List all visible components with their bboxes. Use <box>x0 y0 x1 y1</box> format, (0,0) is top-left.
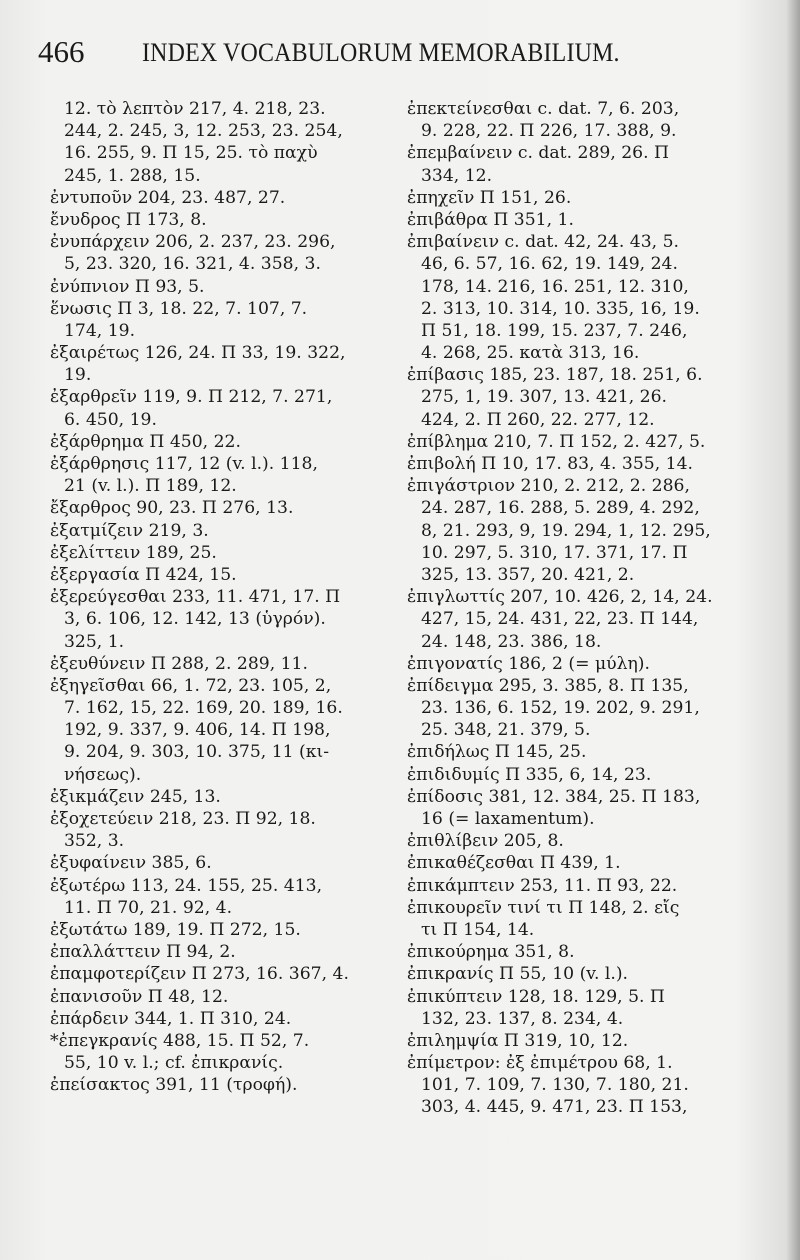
index-entry-continuation: 6. 450, 19. <box>64 409 157 430</box>
index-entry: ἐπικαθέζεσθαι Π 439, 1. <box>407 853 621 874</box>
index-entry: ἐπανισοῦν Π 48, 12. <box>50 986 229 1007</box>
index-entry: ἐξωτέρω 113, 24. 155, 25. 413, <box>50 875 323 896</box>
index-entry: ἐπικουρεῖν τινί τι Π 148, 2. εἴς <box>407 897 680 918</box>
index-entry-continuation: 3, 6. 106, 12. 142, 13 (ὑγρόν). <box>64 609 326 630</box>
index-entry-continuation: 4. 268, 25. κατὰ 313, 16. <box>421 343 640 364</box>
page-spine-shadow <box>786 0 800 1260</box>
index-entry-continuation: 55, 10 v. l.; cf. ἐπικρανίς. <box>64 1053 284 1074</box>
index-column-left <box>50 98 382 1096</box>
index-entry: ἐπιδιδυμίς Π 335, 6, 14, 23. <box>407 764 652 785</box>
index-entry-continuation: 16 (= laxamentum). <box>421 809 595 829</box>
index-entry: ἐπιγλωττίς 207, 10. 426, 2, 14, 24. <box>407 587 713 608</box>
index-entry-continuation: 2. 313, 10. 314, 10. 335, 16, 19. <box>421 298 700 319</box>
index-entry: ἐξοχετεύειν 218, 23. Π 92, 18. <box>50 809 316 829</box>
index-entry: ἐπίδειγμα 295, 3. 385, 8. Π 135, <box>407 675 689 696</box>
index-entry-continuation: 16. 255, 9. Π 15, 25. τὸ παχὺ <box>64 143 318 164</box>
index-entry-continuation: τι Π 154, 14. <box>421 919 535 940</box>
index-entry: ἐξάρθρημα Π 450, 22. <box>50 431 241 452</box>
index-entry-continuation: 10. 297, 5. 310, 17. 371, 17. Π <box>421 542 688 563</box>
index-entry-continuation: 424, 2. Π 260, 22. 277, 12. <box>421 409 655 430</box>
index-entry: ἐπιγάστριον 210, 2. 212, 2. 286, <box>407 476 690 497</box>
index-entry: ἐξερεύγεσθαι 233, 11. 471, 17. Π <box>50 587 341 608</box>
index-entry-continuation: Π 51, 18. 199, 15. 237, 7. 246, <box>421 320 688 341</box>
index-entry-continuation: νήσεως). <box>64 764 142 785</box>
index-entry-continuation: 334, 12. <box>421 165 493 186</box>
index-entry: ἐπαλλάττειν Π 94, 2. <box>50 942 236 963</box>
index-entry: ἐπιγονατίς 186, 2 (= μύλη). <box>407 653 650 674</box>
index-entry: ἐπαμφοτερίζειν Π 273, 16. 367, 4. <box>50 964 349 985</box>
index-entry: ἔνυδρος Π 173, 8. <box>50 209 207 230</box>
index-entry-continuation: 275, 1, 19. 307, 13. 421, 26. <box>421 387 667 408</box>
index-entry-continuation: 7. 162, 15, 22. 169, 20. 189, 16. <box>64 698 343 719</box>
index-entry: ἐπίδοσις 381, 12. 384, 25. Π 183, <box>407 786 701 807</box>
index-entry: ἐξελίττειν 189, 25. <box>50 542 217 563</box>
index-entry: ἐξωτάτω 189, 19. Π 272, 15. <box>50 919 301 940</box>
index-entry-continuation: 11. Π 70, 21. 92, 4. <box>64 897 233 918</box>
index-entry: ἐξηγεῖσθαι 66, 1. 72, 23. 105, 2, <box>50 675 332 696</box>
index-entry: ἐπικάμπτειν 253, 11. Π 93, 22. <box>407 875 678 896</box>
index-entry: ἕνωσις Π 3, 18. 22, 7. 107, 7. <box>50 298 308 319</box>
index-entry: ἐπάρδειν 344, 1. Π 310, 24. <box>50 1008 292 1029</box>
index-entry: ἐπιβάθρα Π 351, 1. <box>407 209 574 230</box>
index-entry: ἐξυφαίνειν 385, 6. <box>50 853 212 874</box>
index-entry: ἐνύπνιον Π 93, 5. <box>50 276 205 297</box>
index-entry: ἐπιβολή Π 10, 17. 83, 4. 355, 14. <box>407 454 693 474</box>
index-entry-continuation: 46, 6. 57, 16. 62, 19. 149, 24. <box>421 254 678 275</box>
index-entry: ἐπηχεῖν Π 151, 26. <box>407 187 572 208</box>
index-entry-continuation: 352, 3. <box>64 831 125 852</box>
index-entry: ἐπίμετρον: ἐξ ἐπιμέτρου 68, 1. <box>407 1053 673 1074</box>
index-entry-continuation: 325, 13. 357, 20. 421, 2. <box>421 564 635 585</box>
index-entry-continuation: 303, 4. 445, 9. 471, 23. Π 153, <box>421 1097 688 1118</box>
page-header <box>38 34 778 78</box>
index-entry-continuation: 174, 19. <box>64 320 136 341</box>
index-entry: ἐπεκτείνεσθαι c. dat. 7, 6. 203, <box>407 99 680 119</box>
index-entry: ἐπείσακτος 391, 11 (τροφή). <box>50 1075 298 1096</box>
index-entry: ἐξευθύνειν Π 288, 2. 289, 11. <box>50 653 308 674</box>
index-entry: ἐξεργασία Π 424, 15. <box>50 564 237 585</box>
index-entry-continuation: 19. <box>64 365 92 386</box>
index-entry-continuation: 244, 2. 245, 3, 12. 253, 23. 254, <box>64 121 343 142</box>
index-entry: ἐπιθλίβειν 205, 8. <box>407 831 564 852</box>
index-entry: *ἐπεγκρανίς 488, 15. Π 52, 7. <box>50 1030 310 1051</box>
index-entry-continuation: 178, 14. 216, 16. 251, 12. 310, <box>421 276 689 297</box>
index-entry: ἐπεμβαίνειν c. dat. 289, 26. Π <box>407 143 670 164</box>
index-entry: ἐπικρανίς Π 55, 10 (v. l.). <box>407 964 629 985</box>
index-entry: ἐπικούρημα 351, 8. <box>407 942 575 963</box>
index-entry-continuation: 325, 1. <box>64 631 125 652</box>
index-entry: ἐξαιρέτως 126, 24. Π 33, 19. 322, <box>50 343 346 364</box>
index-entry-continuation: 132, 23. 137, 8. 234, 4. <box>421 1008 624 1029</box>
index-entry-continuation: 192, 9. 337, 9. 406, 14. Π 198, <box>64 720 331 741</box>
index-entry: ἔξαρθρος 90, 23. Π 276, 13. <box>50 498 294 519</box>
index-entry-continuation: 427, 15, 24. 431, 22, 23. Π 144, <box>421 609 699 630</box>
index-entry: ἐξαρθρεῖν 119, 9. Π 212, 7. 271, <box>50 387 333 408</box>
index-entry: ἐξατμίζειν 219, 3. <box>50 520 209 541</box>
index-entry: ἐπιβαίνειν c. dat. 42, 24. 43, 5. <box>407 232 679 253</box>
index-entry: ἐπικύπτειν 128, 18. 129, 5. Π <box>407 986 665 1007</box>
index-column-right <box>407 98 775 1119</box>
index-entry-continuation: 24. 148, 23. 386, 18. <box>421 631 602 652</box>
running-title: INDEX VOCABULORUM MEMORABILIUM. <box>142 38 620 67</box>
index-entry: ἐνυπάρχειν 206, 2. 237, 23. 296, <box>50 232 336 253</box>
index-entry-continuation: 12. τὸ λεπτὸν 217, 4. 218, 23. <box>64 99 326 119</box>
index-entry-continuation: 9. 204, 9. 303, 10. 375, 11 (κι- <box>64 742 330 763</box>
index-entry: ἐξάρθρησις 117, 12 (v. l.). 118, <box>50 454 318 474</box>
index-entry-continuation: 101, 7. 109, 7. 130, 7. 180, 21. <box>421 1075 689 1096</box>
index-entry: ἐπιδήλως Π 145, 25. <box>407 742 587 763</box>
index-entry-continuation: 9. 228, 22. Π 226, 17. 388, 9. <box>421 121 677 142</box>
page-number: 466 <box>38 34 85 69</box>
index-entry-continuation: 25. 348, 21. 379, 5. <box>421 720 591 741</box>
index-entry-continuation: 8, 21. 293, 9, 19. 294, 1, 12. 295, <box>421 520 711 541</box>
index-entry: ἐξικμάζειν 245, 13. <box>50 786 221 807</box>
index-entry: ἐντυποῦν 204, 23. 487, 27. <box>50 187 286 208</box>
index-entry-continuation: 5, 23. 320, 16. 321, 4. 358, 3. <box>64 254 321 275</box>
index-entry-continuation: 245, 1. 288, 15. <box>64 165 201 186</box>
index-entry-continuation: 23. 136, 6. 152, 19. 202, 9. 291, <box>421 698 700 719</box>
index-entry: ἐπιλημψία Π 319, 10, 12. <box>407 1030 629 1051</box>
index-entry-continuation: 21 (v. l.). Π 189, 12. <box>64 476 237 497</box>
index-entry-continuation: 24. 287, 16. 288, 5. 289, 4. 292, <box>421 498 700 519</box>
index-entry: ἐπίβασις 185, 23. 187, 18. 251, 6. <box>407 365 703 386</box>
index-entry: ἐπίβλημα 210, 7. Π 152, 2. 427, 5. <box>407 431 706 452</box>
